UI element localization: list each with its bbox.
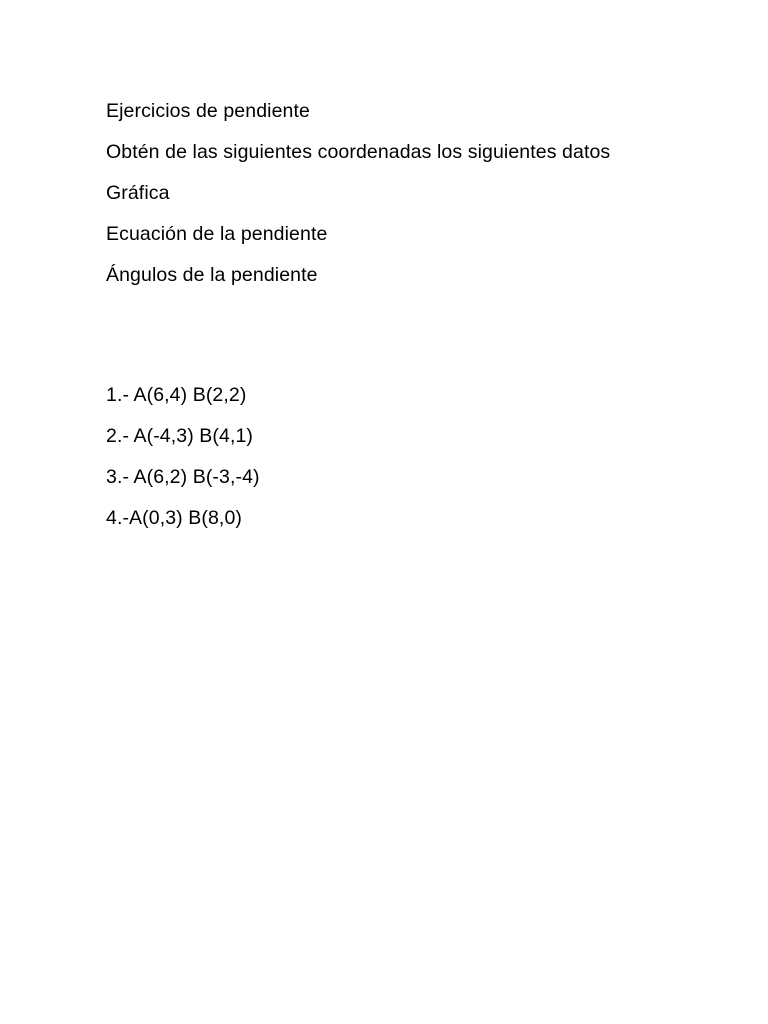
exercise-item: 1.- A(6,4) B(2,2) (106, 384, 247, 406)
exercise-item: 3.- A(6,2) B(-3,-4) (106, 466, 260, 488)
requirement-graph: Gráfica (106, 182, 170, 204)
instruction-text: Obtén de las siguientes coordenadas los siguientes datos (106, 141, 611, 163)
document-title: Ejercicios de pendiente (106, 100, 310, 122)
requirement-slope-equation: Ecuación de la pendiente (106, 223, 328, 245)
exercise-list (106, 375, 746, 539)
exercise-item: 4.-A(0,3) B(8,0) (106, 507, 242, 529)
exercise-item: 2.- A(-4,3) B(4,1) (106, 425, 254, 447)
instructions-block (106, 91, 746, 296)
requirement-slope-angles: Ángulos de la pendiente (106, 264, 318, 286)
